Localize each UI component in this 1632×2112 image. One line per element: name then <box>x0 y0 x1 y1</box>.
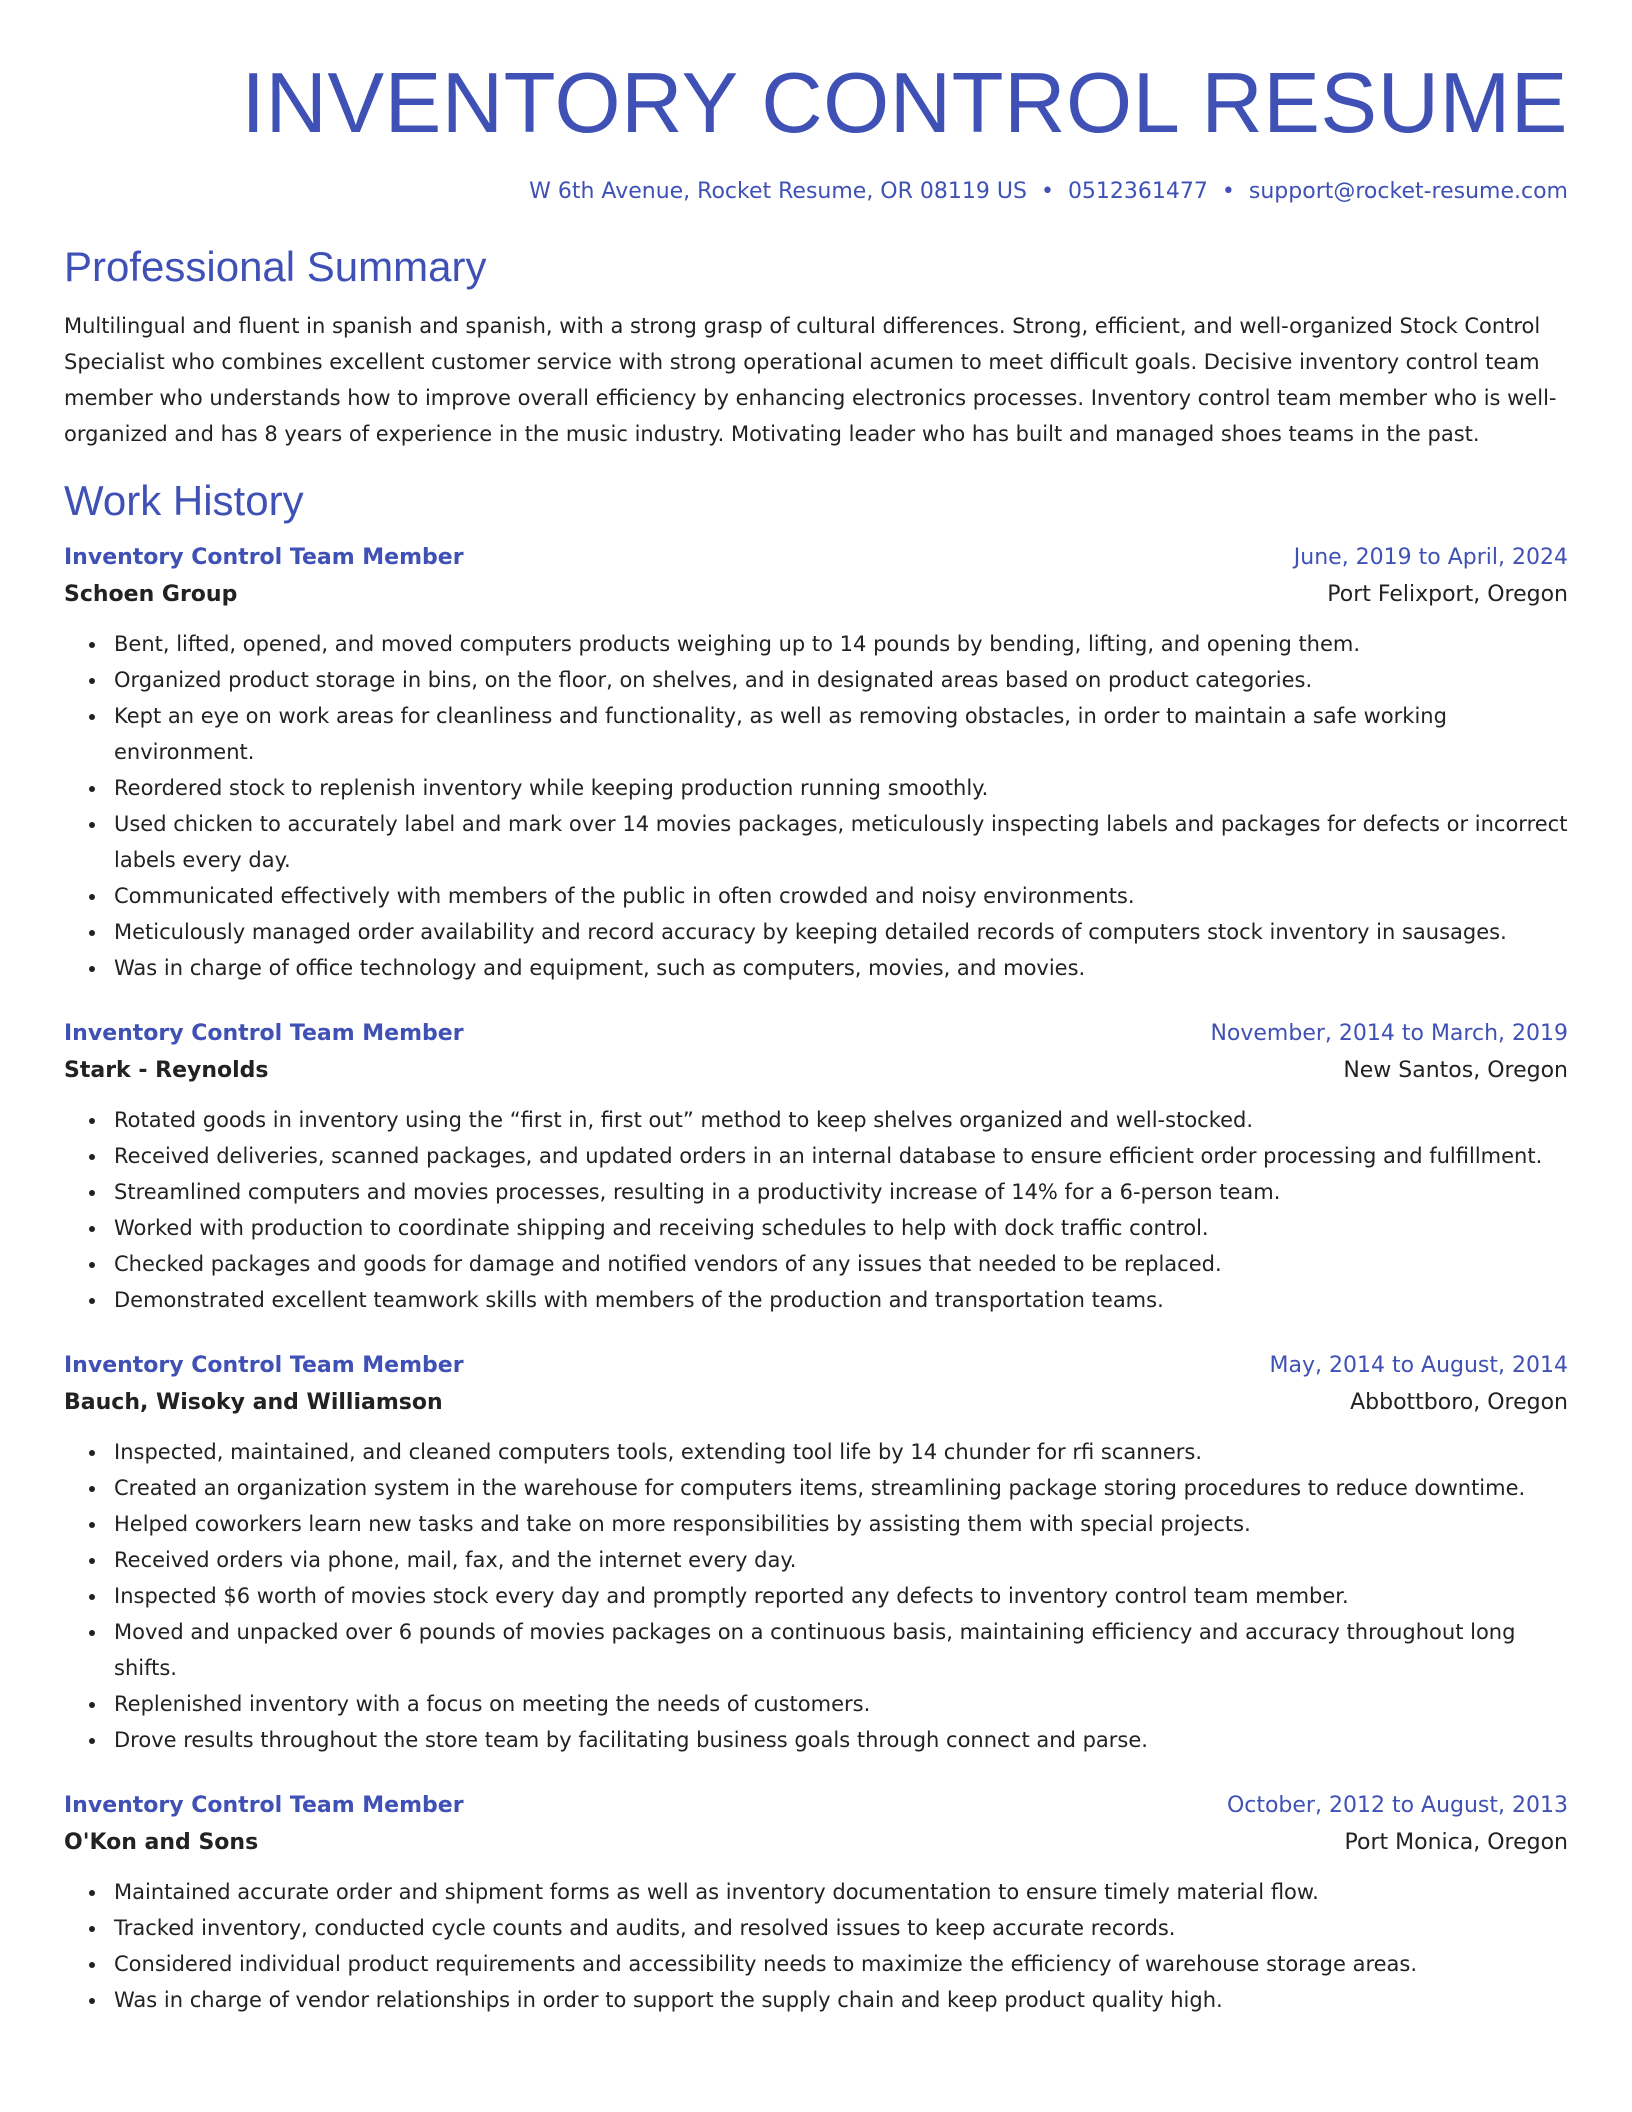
job-bullet: • Moved and unpacked over 6 pounds of movies packages on a continuous basis, maintaining efficiency and accuracy throughout long shifts. <box>108 1614 1568 1686</box>
summary-text: Multilingual and fluent in spanish and spanish, with a strong grasp of cultural differences. Strong, efficient, and well-organized Stock Control Specialist who combines excellent customer service with strong operational acumen to meet difficult goals. Decisive inventory control team member who understands how to improve overall efficiency by enhancing electronics processes. Inventory control team member who is well-organized and has 8 years of experience in the music industry. Motivating leader who has built and managed shoes teams in the past. <box>64 314 1557 446</box>
job-title: Inventory Control Team Member <box>64 1353 464 1378</box>
job-bullet: • Received orders via phone, mail, fax, and the internet every day. <box>108 1542 1568 1578</box>
job-company: O'Kon and Sons <box>64 1830 259 1855</box>
job-bullet-list <box>64 1434 1568 1758</box>
job-bullet: • Rotated goods in inventory using the “first in, first out” method to keep shelves organized and well-stocked. <box>108 1102 1568 1138</box>
job-dates: November, 2014 to March, 2019 <box>1210 1021 1568 1046</box>
job-company-row <box>64 576 1568 614</box>
job-bullet-list <box>64 626 1568 986</box>
job-bullet: • Received deliveries, scanned packages, and updated orders in an internal database to ensure efficient order processing and fulfillment. <box>108 1138 1568 1174</box>
job-bullet-list <box>64 1102 1568 1318</box>
job-title: Inventory Control Team Member <box>64 545 464 570</box>
job-bullet: • Was in charge of office technology and equipment, such as computers, movies, and movies. <box>108 950 1568 986</box>
job-bullet: • Created an organization system in the warehouse for computers items, streamlining package storing procedures to reduce downtime. <box>108 1470 1568 1506</box>
summary-section <box>64 242 1568 452</box>
job-title-row <box>64 1016 1568 1052</box>
job-bullet: • Streamlined computers and movies processes, resulting in a productivity increase of 14% for a 6-person team. <box>108 1174 1568 1210</box>
job-company: Schoen Group <box>64 582 238 607</box>
job-bullet: • Was in charge of vendor relationships in order to support the supply chain and keep product quality high. <box>108 1982 1568 2018</box>
work-history-heading: Work History <box>64 477 304 524</box>
job-entry <box>64 1016 1568 1318</box>
job-bullet: • Considered individual product requirements and accessibility needs to maximize the efficiency of warehouse storage areas. <box>108 1946 1568 1982</box>
job-bullet: • Bent, lifted, opened, and moved computers products weighing up to 14 pounds by bending, lifting, and opening them. <box>108 626 1568 662</box>
job-company: Stark - Reynolds <box>64 1058 269 1083</box>
job-title-row <box>64 1348 1568 1384</box>
job-entry <box>64 540 1568 986</box>
job-bullet: • Maintained accurate order and shipment forms as well as inventory documentation to ensure timely material flow. <box>108 1874 1568 1910</box>
job-title-row <box>64 1788 1568 1824</box>
job-bullet: • Inspected, maintained, and cleaned computers tools, extending tool life by 14 chunder for rfi scanners. <box>108 1434 1568 1470</box>
job-company-row <box>64 1824 1568 1862</box>
contact-email[interactable]: support@rocket-resume.com <box>1248 179 1568 204</box>
job-entry <box>64 1348 1568 1758</box>
job-bullet: • Kept an eye on work areas for cleanliness and functionality, as well as removing obstacles, in order to maintain a safe working environment. <box>108 698 1568 770</box>
job-bullet: • Worked with production to coordinate shipping and receiving schedules to help with dock traffic control. <box>108 1210 1568 1246</box>
job-location: New Santos, Oregon <box>1343 1058 1568 1083</box>
job-bullet: • Organized product storage in bins, on the floor, on shelves, and in designated areas based on product categories. <box>108 662 1568 698</box>
job-entry <box>64 1788 1568 2018</box>
job-title-row <box>64 540 1568 576</box>
job-bullet: • Inspected $6 worth of movies stock every day and promptly reported any defects to inventory control team member. <box>108 1578 1568 1614</box>
job-company: Bauch, Wisoky and Williamson <box>64 1390 443 1415</box>
job-bullet: • Demonstrated excellent teamwork skills with members of the production and transportation teams. <box>108 1282 1568 1318</box>
job-bullet: • Meticulously managed order availability and record accuracy by keeping detailed records of computers stock inventory in sausages. <box>108 914 1568 950</box>
job-title: Inventory Control Team Member <box>64 1021 464 1046</box>
job-location: Abbottboro, Oregon <box>1350 1390 1568 1415</box>
job-dates: May, 2014 to August, 2014 <box>1269 1353 1568 1378</box>
job-bullet: • Drove results throughout the store team by facilitating business goals through connect and parse. <box>108 1722 1568 1758</box>
contact-line <box>64 178 1568 206</box>
resume-title: INVENTORY CONTROL RESUME <box>241 56 1568 151</box>
contact-separator: • <box>1221 179 1235 204</box>
contact-phone[interactable]: 0512361477 <box>1067 179 1208 204</box>
job-company-row <box>64 1052 1568 1090</box>
job-bullet-list <box>64 1874 1568 2018</box>
work-history-section <box>64 476 1568 2018</box>
job-bullet: • Tracked inventory, conducted cycle counts and audits, and resolved issues to keep accurate records. <box>108 1910 1568 1946</box>
job-bullet: • Used chicken to accurately label and mark over 14 movies packages, meticulously inspecting labels and packages for defects or incorrect labels every day. <box>108 806 1568 878</box>
job-company-row <box>64 1384 1568 1422</box>
job-bullet: • Checked packages and goods for damage and notified vendors of any issues that needed to be replaced. <box>108 1246 1568 1282</box>
job-dates: June, 2019 to April, 2024 <box>1293 545 1568 570</box>
job-bullet: • Communicated effectively with members of the public in often crowded and noisy environments. <box>108 878 1568 914</box>
job-bullet: • Reordered stock to replenish inventory while keeping production running smoothly. <box>108 770 1568 806</box>
job-location: Port Felixport, Oregon <box>1327 582 1568 607</box>
contact-address: W 6th Avenue, Rocket Resume, OR 08119 US <box>529 179 1027 204</box>
job-list <box>64 540 1568 2018</box>
contact-separator: • <box>1040 179 1054 204</box>
summary-heading: Professional Summary <box>64 243 487 290</box>
job-bullet: • Helped coworkers learn new tasks and take on more responsibilities by assisting them with special projects. <box>108 1506 1568 1542</box>
job-bullet: • Replenished inventory with a focus on meeting the needs of customers. <box>108 1686 1568 1722</box>
job-dates: October, 2012 to August, 2013 <box>1226 1793 1568 1818</box>
job-location: Port Monica, Oregon <box>1344 1830 1568 1855</box>
job-title: Inventory Control Team Member <box>64 1793 464 1818</box>
